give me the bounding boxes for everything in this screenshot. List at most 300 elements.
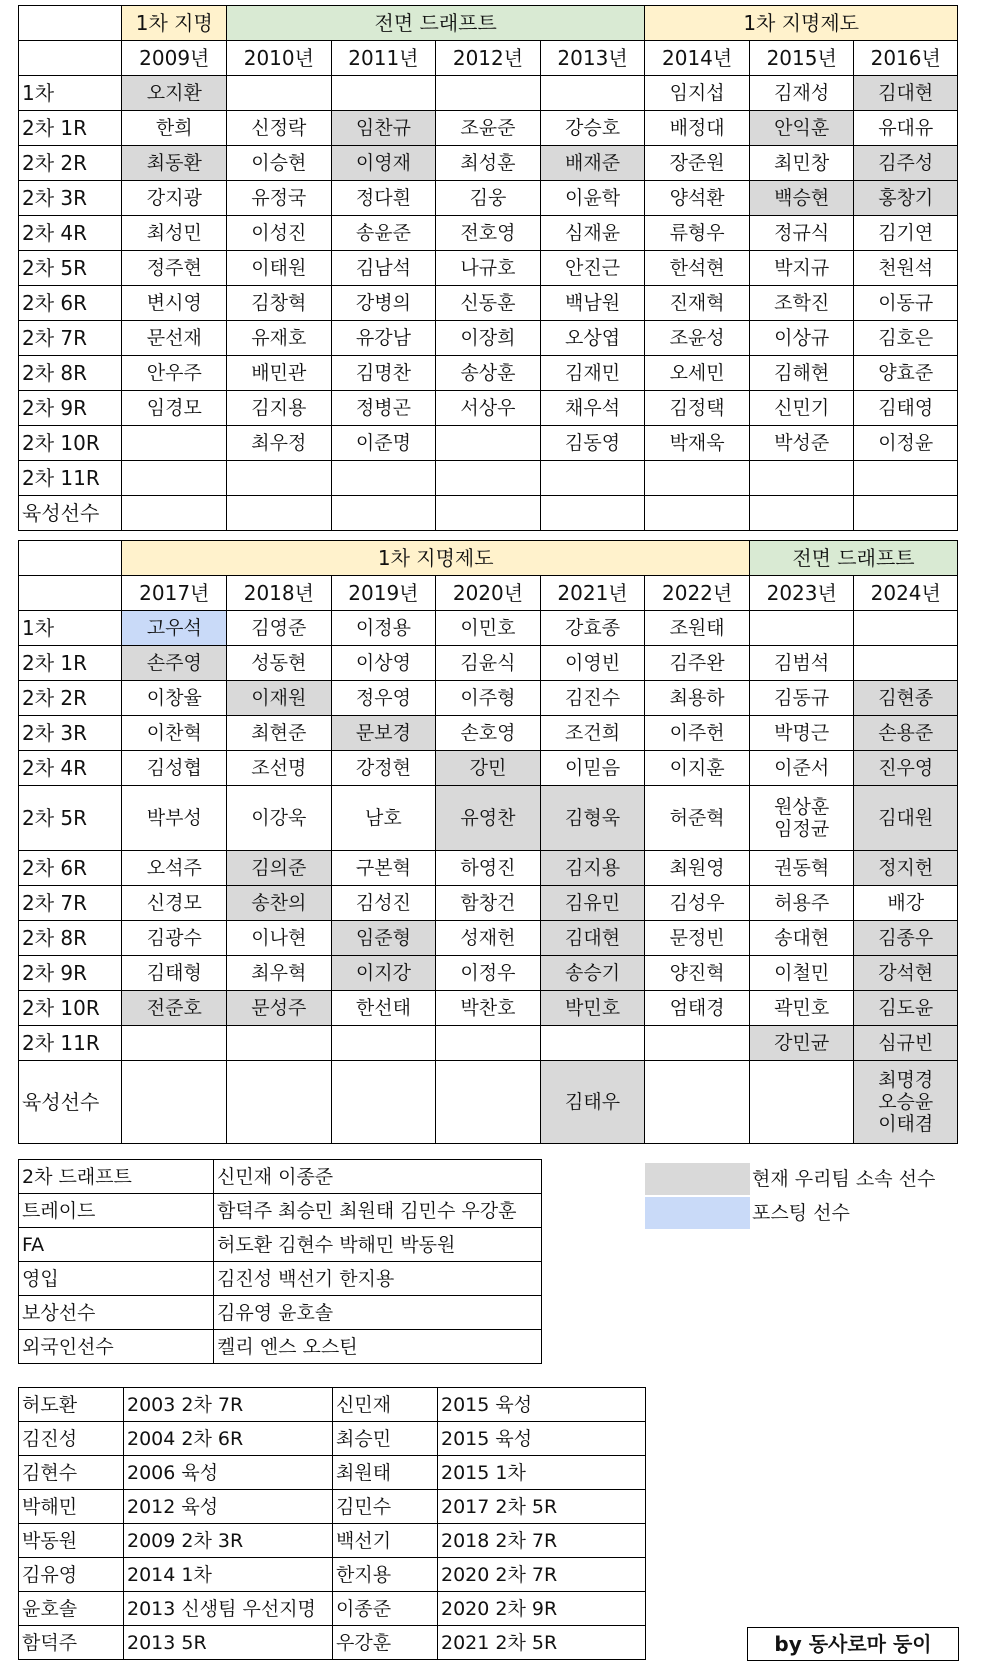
player-origin: 2006 육성 <box>124 1456 333 1490</box>
player-cell <box>331 461 436 496</box>
table-row <box>19 461 958 496</box>
player-cell: 함창건 <box>436 886 541 921</box>
round-label: 1차 <box>19 611 122 646</box>
player-cell: 김윤식 <box>436 646 541 681</box>
group-header-row <box>19 6 958 41</box>
player-origin: 2015 1차 <box>438 1456 646 1490</box>
player-cell: 유재호 <box>227 321 332 356</box>
acquisition-type: 외국인선수 <box>19 1330 214 1364</box>
player-cell: 이상영 <box>331 646 436 681</box>
player-cell: 배재준 <box>540 146 645 181</box>
player-cell: 강지광 <box>122 181 227 216</box>
player-cell <box>227 76 332 111</box>
player-name: 최원태 <box>333 1456 438 1490</box>
player-cell: 이철민 <box>749 956 854 991</box>
round-label: 2차 8R <box>19 921 122 956</box>
year-header: 2018년 <box>227 576 332 611</box>
player-cell <box>645 1026 750 1061</box>
player-cell: 오석주 <box>122 851 227 886</box>
acquisition-type: 2차 드래프트 <box>19 1160 214 1194</box>
player-cell: 김광수 <box>122 921 227 956</box>
legend-current-label: 현재 우리팀 소속 선수 <box>752 1168 936 1190</box>
table-row <box>19 956 958 991</box>
player-name: 윤호솔 <box>19 1592 124 1626</box>
player-cell: 송찬의 <box>227 886 332 921</box>
player-cell: 김동영 <box>540 426 645 461</box>
player-cell: 오세민 <box>645 356 750 391</box>
player-cell <box>227 496 332 531</box>
player-cell: 박부성 <box>122 786 227 851</box>
player-cell: 변시영 <box>122 286 227 321</box>
player-cell: 성재헌 <box>436 921 541 956</box>
table-row <box>19 886 958 921</box>
player-origin: 2009 2차 3R <box>124 1524 333 1558</box>
player-cell: 이주형 <box>436 681 541 716</box>
player-cell: 백남원 <box>540 286 645 321</box>
player-cell: 김웅 <box>436 181 541 216</box>
player-cell: 이영빈 <box>540 646 645 681</box>
player-cell: 김현종 <box>854 681 958 716</box>
player-cell <box>331 496 436 531</box>
player-cell: 이찬혁 <box>122 716 227 751</box>
player-cell: 이주헌 <box>645 716 750 751</box>
player-origin: 2003 2차 7R <box>124 1388 333 1422</box>
player-cell: 김남석 <box>331 251 436 286</box>
player-origin-table <box>18 1387 646 1660</box>
player-cell: 김태영 <box>854 391 958 426</box>
player-cell: 남호 <box>331 786 436 851</box>
origin-row <box>19 1388 646 1422</box>
player-cell <box>227 1061 332 1144</box>
table-row <box>19 851 958 886</box>
year-header: 2019년 <box>331 576 436 611</box>
player-cell: 이믿음 <box>540 751 645 786</box>
player-cell <box>854 646 958 681</box>
player-cell <box>227 1026 332 1061</box>
player-name: 한지용 <box>333 1558 438 1592</box>
player-cell: 채우석 <box>540 391 645 426</box>
player-cell: 안익훈 <box>749 111 854 146</box>
origin-row <box>19 1626 646 1660</box>
origin-row <box>19 1490 646 1524</box>
player-cell <box>540 76 645 111</box>
player-cell <box>854 611 958 646</box>
origin-row <box>19 1592 646 1626</box>
origin-row <box>19 1524 646 1558</box>
player-cell: 이상규 <box>749 321 854 356</box>
player-cell <box>436 426 541 461</box>
year-header: 2009년 <box>122 41 227 76</box>
table-row <box>19 146 958 181</box>
player-cell: 허용주 <box>749 886 854 921</box>
player-cell: 강효종 <box>540 611 645 646</box>
acquisition-row <box>19 1194 542 1228</box>
player-cell: 박명근 <box>749 716 854 751</box>
year-header: 2011년 <box>331 41 436 76</box>
player-cell: 이윤학 <box>540 181 645 216</box>
table-row <box>19 716 958 751</box>
player-origin: 2012 육성 <box>124 1490 333 1524</box>
player-cell <box>645 1061 750 1144</box>
legend-posting-label: 포스팅 선수 <box>752 1202 850 1224</box>
player-name: 함덕주 <box>19 1626 124 1660</box>
player-cell: 나규호 <box>436 251 541 286</box>
player-cell: 심규빈 <box>854 1026 958 1061</box>
player-name: 임정균 <box>774 818 830 840</box>
player-cell: 김지용 <box>540 851 645 886</box>
player-cell <box>749 461 854 496</box>
player-cell: 유강남 <box>331 321 436 356</box>
player-cell: 김도윤 <box>854 991 958 1026</box>
player-cell: 김호은 <box>854 321 958 356</box>
round-label: 육성선수 <box>19 496 122 531</box>
player-cell: 김범석 <box>749 646 854 681</box>
player-cell: 김성협 <box>122 751 227 786</box>
player-cell: 조윤준 <box>436 111 541 146</box>
acquisition-type: 트레이드 <box>19 1194 214 1228</box>
player-name: 김진성 <box>19 1422 124 1456</box>
year-header: 2010년 <box>227 41 332 76</box>
player-cell: 배강 <box>854 886 958 921</box>
player-cell: 박재욱 <box>645 426 750 461</box>
player-cell: 김유민 <box>540 886 645 921</box>
round-label: 2차 7R <box>19 886 122 921</box>
player-cell: 송상훈 <box>436 356 541 391</box>
player-cell: 유영찬 <box>436 786 541 851</box>
player-cell: 박성준 <box>749 426 854 461</box>
player-cell: 문선재 <box>122 321 227 356</box>
round-label: 2차 9R <box>19 391 122 426</box>
player-cell: 김기연 <box>854 216 958 251</box>
table-row <box>19 181 958 216</box>
player-cell: 엄태경 <box>645 991 750 1026</box>
acquisition-row <box>19 1262 542 1296</box>
player-cell: 정다흰 <box>331 181 436 216</box>
player-cell: 김성우 <box>645 886 750 921</box>
player-cell: 심재윤 <box>540 216 645 251</box>
round-label: 2차 3R <box>19 716 122 751</box>
table-row <box>19 681 958 716</box>
player-cell: 이성진 <box>227 216 332 251</box>
table-row <box>19 1061 958 1144</box>
player-cell: 안진근 <box>540 251 645 286</box>
year-header: 2016년 <box>854 41 958 76</box>
player-cell <box>645 461 750 496</box>
player-cell: 한선태 <box>331 991 436 1026</box>
player-cell: 김대현 <box>854 76 958 111</box>
player-cell: 서상우 <box>436 391 541 426</box>
player-cell: 강병의 <box>331 286 436 321</box>
player-cell <box>122 496 227 531</box>
table-row <box>19 496 958 531</box>
year-header: 2020년 <box>436 576 541 611</box>
table-row <box>19 76 958 111</box>
player-name: 박동원 <box>19 1524 124 1558</box>
player-cell <box>540 1026 645 1061</box>
table-row <box>19 646 958 681</box>
table-row <box>19 1026 958 1061</box>
group-header: 전면 드래프트 <box>749 541 957 576</box>
player-cell: 양진혁 <box>645 956 750 991</box>
round-label: 2차 4R <box>19 216 122 251</box>
acquisition-row <box>19 1296 542 1330</box>
player-cell: 오상엽 <box>540 321 645 356</box>
player-cell: 최동환 <box>122 146 227 181</box>
acquisition-type: 영입 <box>19 1262 214 1296</box>
player-name: 백선기 <box>333 1524 438 1558</box>
player-origin: 2020 2차 9R <box>438 1592 646 1626</box>
player-cell <box>540 496 645 531</box>
year-header: 2022년 <box>645 576 750 611</box>
table-row <box>19 251 958 286</box>
year-header-row <box>19 41 958 76</box>
group-header: 전면 드래프트 <box>227 6 645 41</box>
player-cell: 이민호 <box>436 611 541 646</box>
player-origin: 2004 2차 6R <box>124 1422 333 1456</box>
player-cell: 김성진 <box>331 886 436 921</box>
player-origin: 2015 육성 <box>438 1422 646 1456</box>
player-cell: 이지강 <box>331 956 436 991</box>
player-cell: 구본혁 <box>331 851 436 886</box>
round-label: 2차 5R <box>19 251 122 286</box>
player-cell: 최원영 <box>645 851 750 886</box>
player-cell: 김주성 <box>854 146 958 181</box>
round-label: 2차 10R <box>19 991 122 1026</box>
player-cell: 조윤성 <box>645 321 750 356</box>
legend-posting-swatch <box>645 1197 750 1229</box>
player-cell: 이나현 <box>227 921 332 956</box>
round-label: 2차 11R <box>19 461 122 496</box>
acquisition-type: FA <box>19 1228 214 1262</box>
group-header: 1차 지명제도 <box>122 541 749 576</box>
player-cell: 이창율 <box>122 681 227 716</box>
year-header: 2012년 <box>436 41 541 76</box>
player-cell: 백승현 <box>749 181 854 216</box>
player-cell: 박지규 <box>749 251 854 286</box>
player-cell: 유정국 <box>227 181 332 216</box>
player-cell: 송대현 <box>749 921 854 956</box>
player-cell <box>122 461 227 496</box>
year-header: 2021년 <box>540 576 645 611</box>
player-cell <box>436 76 541 111</box>
player-cell <box>854 461 958 496</box>
player-cell: 성동현 <box>227 646 332 681</box>
player-cell: 최성민 <box>122 216 227 251</box>
player-cell: 이정용 <box>331 611 436 646</box>
round-label: 1차 <box>19 76 122 111</box>
player-cell: 김창혁 <box>227 286 332 321</box>
player-cell: 이영재 <box>331 146 436 181</box>
player-cell: 강민 <box>436 751 541 786</box>
player-cell: 최우정 <box>227 426 332 461</box>
player-cell: 배민관 <box>227 356 332 391</box>
player-name: 박해민 <box>19 1490 124 1524</box>
player-name: 신민재 <box>333 1388 438 1422</box>
player-cell: 전호영 <box>436 216 541 251</box>
player-cell: 박민호 <box>540 991 645 1026</box>
player-cell: 정우영 <box>331 681 436 716</box>
acquisition-players: 함덕주 최승민 최원태 김민수 우강훈 <box>214 1194 542 1228</box>
player-cell: 이정윤 <box>854 426 958 461</box>
player-cell: 김동규 <box>749 681 854 716</box>
acquisition-table <box>18 1159 542 1364</box>
acquisition-row <box>19 1330 542 1364</box>
player-cell: 정병곤 <box>331 391 436 426</box>
player-cell: 강정현 <box>331 751 436 786</box>
player-cell: 장준원 <box>645 146 750 181</box>
player-cell: 진우영 <box>854 751 958 786</box>
table-row <box>19 111 958 146</box>
round-label: 2차 4R <box>19 751 122 786</box>
player-cell: 강승호 <box>540 111 645 146</box>
player-cell: 손용준 <box>854 716 958 751</box>
origin-row <box>19 1456 646 1490</box>
player-cell: 김종우 <box>854 921 958 956</box>
player-cell <box>122 426 227 461</box>
acquisition-players: 김유영 윤호솔 <box>214 1296 542 1330</box>
player-cell: 고우석 <box>122 611 227 646</box>
player-cell: 김재민 <box>540 356 645 391</box>
player-cell: 김태우 <box>540 1061 645 1144</box>
player-cell: 허준혁 <box>645 786 750 851</box>
player-cell <box>749 786 854 851</box>
player-cell: 김의준 <box>227 851 332 886</box>
player-cell: 김영준 <box>227 611 332 646</box>
player-cell: 한희 <box>122 111 227 146</box>
player-cell: 신동훈 <box>436 286 541 321</box>
player-cell <box>436 461 541 496</box>
player-cell <box>122 1061 227 1144</box>
player-cell <box>749 611 854 646</box>
year-header: 2013년 <box>540 41 645 76</box>
player-cell: 조학진 <box>749 286 854 321</box>
player-cell: 천원석 <box>854 251 958 286</box>
player-cell <box>227 461 332 496</box>
player-cell: 이준명 <box>331 426 436 461</box>
player-cell: 김해현 <box>749 356 854 391</box>
player-cell: 양석환 <box>645 181 750 216</box>
player-cell: 신민기 <box>749 391 854 426</box>
player-cell: 정지헌 <box>854 851 958 886</box>
player-cell: 문정빈 <box>645 921 750 956</box>
player-cell: 문보경 <box>331 716 436 751</box>
player-cell: 김주완 <box>645 646 750 681</box>
player-cell <box>331 1026 436 1061</box>
player-cell: 임경모 <box>122 391 227 426</box>
player-cell: 조원태 <box>645 611 750 646</box>
player-cell: 정규식 <box>749 216 854 251</box>
player-cell: 최용하 <box>645 681 750 716</box>
player-cell: 김대원 <box>854 786 958 851</box>
player-cell <box>749 1061 854 1144</box>
round-label: 2차 9R <box>19 956 122 991</box>
player-origin: 2017 2차 5R <box>438 1490 646 1524</box>
origin-row <box>19 1558 646 1592</box>
player-origin: 2015 육성 <box>438 1388 646 1422</box>
player-cell: 이동규 <box>854 286 958 321</box>
player-origin: 2021 2차 5R <box>438 1626 646 1660</box>
player-cell: 최현준 <box>227 716 332 751</box>
player-cell: 이정우 <box>436 956 541 991</box>
year-header: 2014년 <box>645 41 750 76</box>
player-cell <box>331 76 436 111</box>
player-cell: 이재원 <box>227 681 332 716</box>
player-cell <box>854 1061 958 1144</box>
player-cell: 손주영 <box>122 646 227 681</box>
player-cell: 조건희 <box>540 716 645 751</box>
player-cell: 이장희 <box>436 321 541 356</box>
player-cell: 손호영 <box>436 716 541 751</box>
player-name: 김유영 <box>19 1558 124 1592</box>
draft-table-2017-2024 <box>18 540 958 1144</box>
table-row <box>19 216 958 251</box>
table-row <box>19 356 958 391</box>
player-cell: 신경모 <box>122 886 227 921</box>
player-name: 김현수 <box>19 1456 124 1490</box>
round-label: 2차 1R <box>19 646 122 681</box>
table-row <box>19 921 958 956</box>
group-header: 1차 지명 <box>122 6 227 41</box>
round-label: 2차 6R <box>19 851 122 886</box>
author-credit: by 동사로마 둥이 <box>747 1627 959 1661</box>
acquisition-type: 보상선수 <box>19 1296 214 1330</box>
player-cell: 김지용 <box>227 391 332 426</box>
player-cell: 오지환 <box>122 76 227 111</box>
player-cell: 최성훈 <box>436 146 541 181</box>
table-row <box>19 286 958 321</box>
player-cell: 이준서 <box>749 751 854 786</box>
acquisition-row <box>19 1228 542 1262</box>
player-cell: 송승기 <box>540 956 645 991</box>
year-header: 2017년 <box>122 576 227 611</box>
player-cell: 곽민호 <box>749 991 854 1026</box>
table-row <box>19 991 958 1026</box>
player-name: 이태겸 <box>878 1113 934 1135</box>
player-cell <box>436 1026 541 1061</box>
player-cell: 강민균 <box>749 1026 854 1061</box>
player-name: 오승윤 <box>878 1091 934 1113</box>
round-label: 2차 6R <box>19 286 122 321</box>
player-cell: 임찬규 <box>331 111 436 146</box>
year-header-row <box>19 576 958 611</box>
player-cell: 권동혁 <box>749 851 854 886</box>
acquisition-players: 허도환 김현수 박해민 박동원 <box>214 1228 542 1262</box>
acquisition-players: 신민재 이종준 <box>214 1160 542 1194</box>
player-cell: 최민창 <box>749 146 854 181</box>
player-origin: 2014 1차 <box>124 1558 333 1592</box>
player-cell: 하영진 <box>436 851 541 886</box>
origin-row <box>19 1422 646 1456</box>
table-row <box>19 786 958 851</box>
player-cell: 김명찬 <box>331 356 436 391</box>
round-label: 2차 5R <box>19 786 122 851</box>
acquisition-players: 켈리 엔스 오스틴 <box>214 1330 542 1364</box>
player-cell: 안우주 <box>122 356 227 391</box>
player-cell: 전준호 <box>122 991 227 1026</box>
player-cell: 유대유 <box>854 111 958 146</box>
draft-table-2009-2016 <box>18 5 958 531</box>
round-label: 2차 2R <box>19 146 122 181</box>
player-cell: 문성주 <box>227 991 332 1026</box>
player-name: 원상훈 <box>774 796 830 818</box>
player-cell: 강석현 <box>854 956 958 991</box>
player-cell: 정주현 <box>122 251 227 286</box>
player-name: 최승민 <box>333 1422 438 1456</box>
player-cell: 최우혁 <box>227 956 332 991</box>
player-cell: 조선명 <box>227 751 332 786</box>
group-header: 1차 지명제도 <box>645 6 958 41</box>
player-cell: 이승현 <box>227 146 332 181</box>
